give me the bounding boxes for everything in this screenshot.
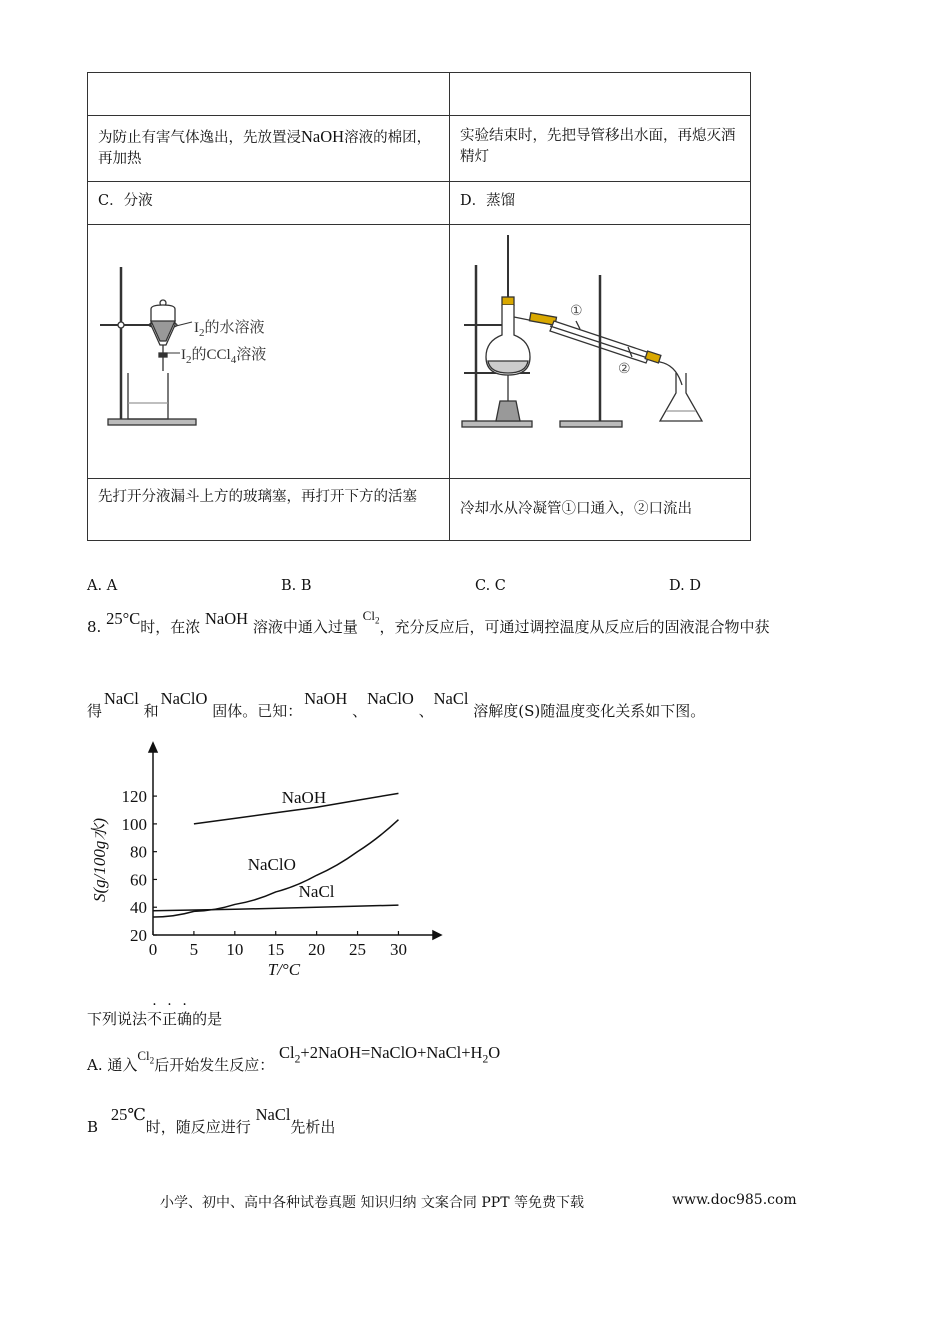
y-axis-label: S(g/100g水): [90, 817, 109, 903]
chem-cl-sub: 2: [149, 1055, 155, 1066]
emphasized-char: 正: [162, 1010, 178, 1028]
x-tick-label: 0: [148, 940, 158, 959]
y-tick-label: 80: [130, 842, 147, 862]
q8-text: 固体。已知：: [212, 702, 303, 720]
y-tick-label: 20: [130, 926, 147, 945]
chem-temp: 25°C: [106, 609, 141, 628]
question-8-line2: [87, 689, 887, 721]
equation-part: O: [488, 1043, 501, 1062]
note-text: 实验结束时，先把导管移出水面，再熄灭酒精灯: [460, 128, 736, 165]
y-tick-label: 100: [121, 814, 147, 834]
prompt-text: 的是: [192, 1010, 223, 1028]
y-tick-label: 120: [121, 787, 147, 807]
table-cell-empty-left: [88, 73, 450, 116]
option-a: A. A: [87, 578, 118, 594]
separator: 、: [418, 702, 434, 720]
option-b-text: 时，随反应进行: [145, 1118, 251, 1136]
option-label: D．蒸馏: [460, 193, 516, 209]
chem-temp: 25℃: [110, 1105, 146, 1124]
q8-text: 溶解度(S)随温度变化关系如下图。: [473, 702, 706, 720]
chem-naclo: NaClO: [367, 689, 414, 708]
solubility-chart: [85, 740, 445, 980]
label-aqueous: 的水溶液: [204, 320, 265, 336]
table-cell-distillation: [450, 225, 751, 479]
label-ccl4: 的CCl: [191, 347, 231, 363]
table-cell-dist-note: [450, 479, 751, 541]
equation-sub: 2: [482, 1053, 489, 1066]
label-i2-sub: 2: [199, 327, 205, 339]
note-text: 为防止有害气体逸出，先放置浸: [98, 130, 301, 146]
prompt-emphasis: [147, 1010, 192, 1028]
q8-text: 得: [87, 702, 103, 720]
chem-nacl: NaCl: [104, 689, 139, 708]
label-ccl4-sub: 4: [230, 354, 237, 366]
note-text: 冷却水从冷凝管①口通入，②口流出: [460, 501, 692, 517]
option-label: C．分液: [98, 193, 153, 209]
note-text: 溶液的棉团，再加热: [98, 130, 432, 167]
table-cell-label-c: [88, 182, 450, 225]
question-8-prompt: [87, 1008, 222, 1029]
series-label-naclo: NaClO: [247, 854, 296, 874]
x-tick-label: 25: [349, 940, 367, 959]
option-c: C. C: [475, 578, 506, 594]
x-axis-label: T/°C: [267, 960, 301, 979]
inlet-label: ①: [570, 304, 583, 319]
y-axis-arrow: [149, 743, 157, 752]
table-cell-sep-note: [88, 479, 450, 541]
label-i2: I: [181, 347, 186, 363]
apparatus-table: [87, 72, 751, 541]
x-tick-label: 20: [308, 940, 326, 959]
option-b-label: B: [87, 1118, 99, 1136]
chem-cl-sub: 2: [374, 615, 380, 626]
table-cell-separatory-funnel: [88, 225, 450, 479]
chem-naoh: NaOH: [304, 689, 348, 708]
q8-text: 和: [143, 702, 159, 720]
question-8-line1: [87, 608, 887, 638]
x-tick-label: 5: [189, 940, 199, 959]
q8-text: 时，在浓: [140, 618, 201, 636]
series-label-naoh: NaOH: [281, 787, 327, 807]
option-d: D. D: [669, 578, 701, 594]
chem-naclo: NaClO: [160, 689, 208, 708]
x-tick-label: 15: [267, 940, 285, 959]
equation-sub: 2: [294, 1053, 301, 1066]
table-cell-note-a: [88, 116, 450, 182]
chem-cl: Cl: [362, 608, 375, 623]
y-tick-label: 60: [130, 870, 147, 890]
svg-text:I2的水溶液: [194, 318, 265, 339]
chem-cl: Cl: [137, 1048, 150, 1063]
q8-text: 溶液中通入过量: [252, 618, 358, 636]
label-i2: I: [194, 320, 199, 336]
x-tick-label: 30: [389, 940, 407, 959]
option-b: B. B: [281, 578, 312, 594]
chem-nacl: NaCl: [433, 689, 469, 708]
option-a-label: A. 通入: [87, 1056, 138, 1074]
table-cell-label-d: [450, 182, 751, 225]
chem-nacl: NaCl: [255, 1105, 291, 1124]
question-8-option-a: [87, 1043, 887, 1077]
note-text: 先打开分液漏斗上方的玻璃塞，再打开下方的活塞: [98, 489, 417, 505]
y-tick-label: 40: [130, 898, 147, 918]
x-tick-label: 10: [226, 940, 244, 959]
chem-naoh: NaOH: [301, 127, 345, 146]
emphasized-char: 确: [177, 1010, 193, 1028]
svg-text:I2的CCl4溶液: [181, 345, 266, 366]
option-b-text: 先析出: [290, 1118, 336, 1136]
label-solution: 溶液: [236, 347, 267, 363]
separatory-funnel-figure: [88, 225, 429, 478]
table-cell-note-b: [450, 116, 751, 182]
question-8-option-b: [87, 1105, 887, 1137]
distillation-figure: [450, 225, 750, 478]
series-label-nacl: NaCl: [298, 882, 335, 902]
outlet-label: ②: [618, 362, 631, 377]
x-axis-arrow: [433, 931, 441, 939]
option-a-text: 后开始发生反应：: [154, 1056, 275, 1074]
separator: 、: [352, 702, 368, 720]
equation-part: Cl: [279, 1043, 295, 1062]
series-line-nacl: [153, 905, 398, 911]
table-cell-empty-right: [450, 73, 751, 116]
label-i2-sub: 2: [186, 354, 192, 366]
footer-right[interactable]: www.doc985.com: [672, 1192, 797, 1208]
q8-text: ，充分反应后，可通过调控温度从反应后的固液混合物中获: [379, 618, 770, 636]
emphasized-char: 不: [147, 1010, 163, 1028]
prompt-text: 下列说法: [87, 1010, 148, 1028]
equation-part: +2NaOH=NaClO+NaCl+H: [300, 1043, 483, 1062]
footer-left: 小学、初中、高中各种试卷真题 知识归纳 文案合同 PPT 等免费下载: [160, 1195, 584, 1211]
question-number: 8.: [87, 618, 102, 636]
chem-naoh: NaOH: [205, 609, 249, 628]
